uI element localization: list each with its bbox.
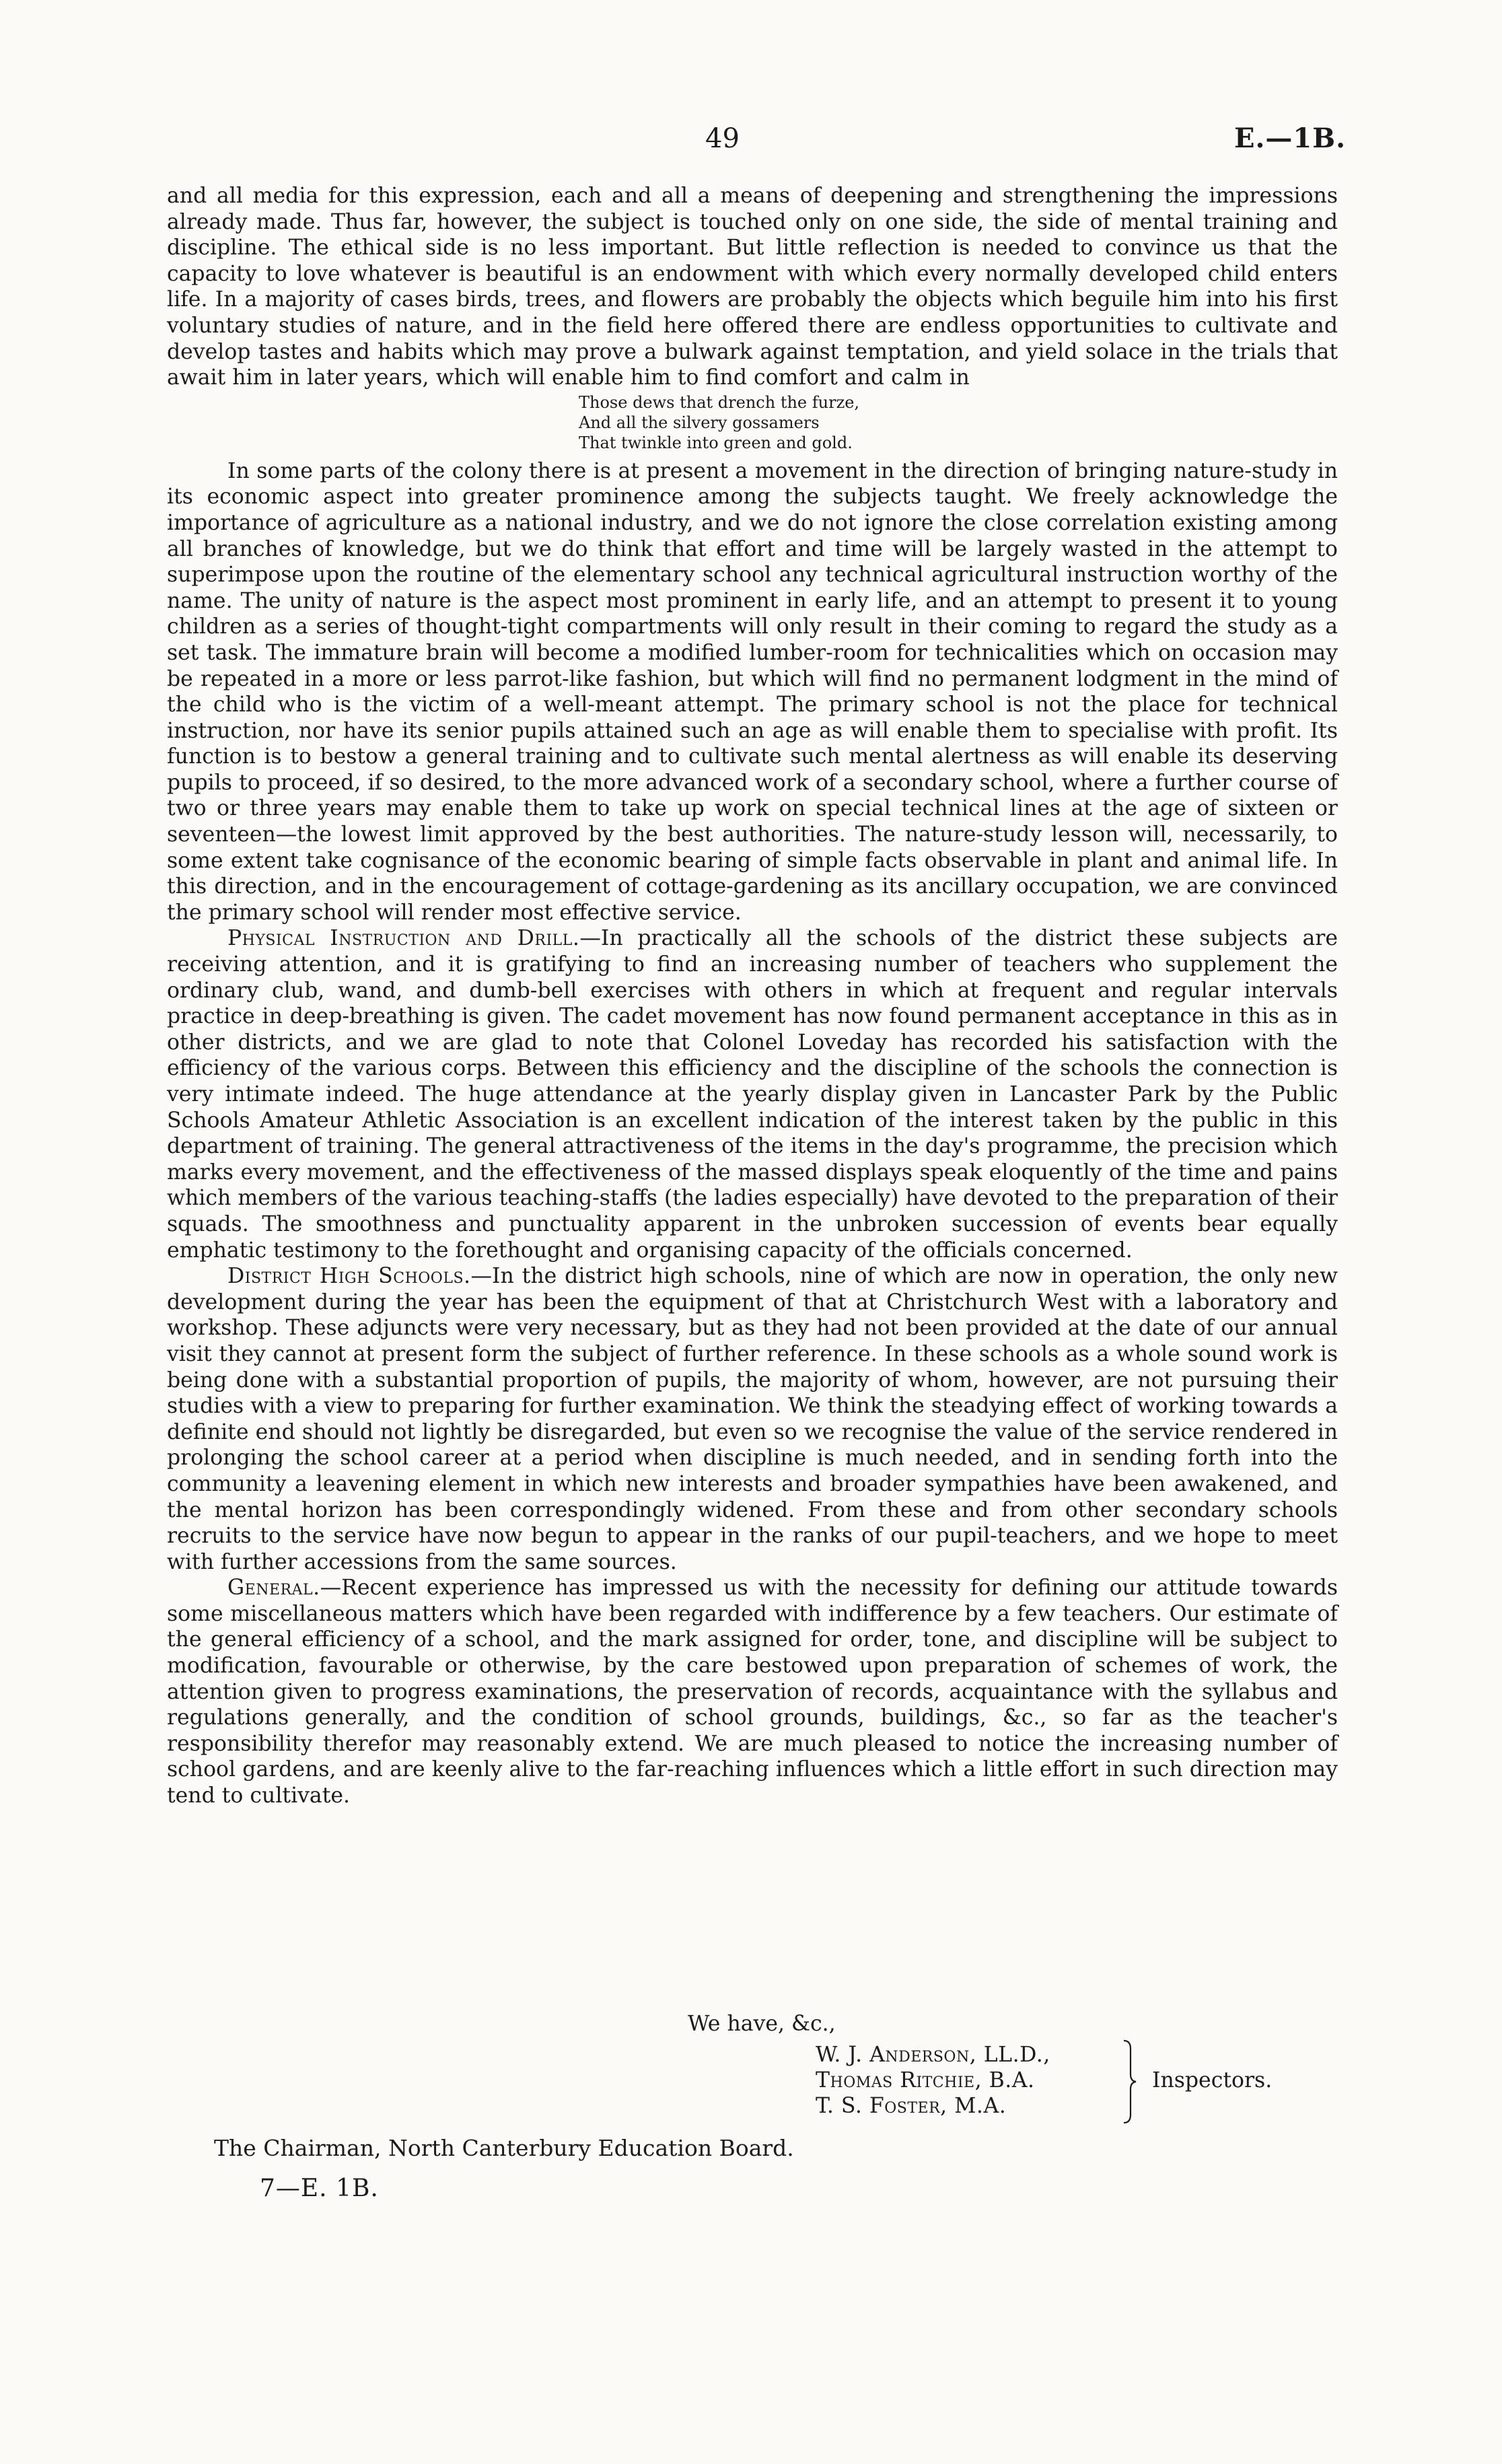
paragraph-text: —Recent experience has impressed us with the necessity for defining our attitude towards some miscellaneous matters which have been regarded with indifference by a few teachers. Our estimate of the general efficiency of a school, and the mark assigned for order, tone, and discipline will be subject to modification, favourable or otherwise, by the care bestowed upon preparation of schemes of work, the attention given to progress examinations, the preservation of records, acquaintance with the syllabus and regulations generally, and the condition of school grounds, buildings, &c., so far as the teacher's responsibility therefor may reasonably extend. We are much pleased to notice the increasing number of school gardens, and are keenly alive to the far-reaching influences which a little effort in such direction may tend to cultivate. <box>167 1576 1338 1808</box>
document-code: E.—1B. <box>1234 122 1346 154</box>
verse-line: That twinkle into green and gold. <box>579 433 853 452</box>
signatory-role: Inspectors. <box>1152 2068 1273 2092</box>
section-heading-district-high-schools: District High Schools. <box>227 1264 471 1289</box>
closing-salutation: We have, &c., <box>688 2012 836 2036</box>
paragraph-general <box>167 1575 1338 1808</box>
section-heading-physical-instruction: Physical Instruction and Drill. <box>227 926 580 951</box>
addressee: The Chairman, North Canterbury Education Board. <box>214 2135 794 2161</box>
signatory-name: Thomas Ritchie, B.A. <box>816 2068 1035 2092</box>
verse-line: And all the silvery gossamers <box>579 413 820 432</box>
signatory-name: W. J. Anderson, LL.D., <box>816 2043 1050 2067</box>
paragraph-physical-instruction <box>167 925 1338 1263</box>
page-header <box>0 118 1502 159</box>
paragraph-text: —In practically all the schools of the district these subjects are receiving attention, and it is gratifying to find an increasing number of teachers who supplement the ordinary club, wand, and dumb-bell exercises with others in which at frequent and regular intervals practice in deep-breathing is given. The cadet movement has now found permanent acceptance in this as in other districts, and we are glad to note that Colonel Loveday has recorded his satisfaction with the efficiency of the various corps. Between this efficiency and the discipline of the schools the connection is very intimate indeed. The huge attendance at the yearly display given in Lancaster Park by the Public Schools Amateur Athletic Association is an excellent indication of the interest taken by the public in this department of training. The general attractiveness of the items in the day's programme, the precision which marks every movement, and the effectiveness of the massed displays speak eloquently of the time and pains which members of the various teaching-staffs (the ladies especially) have devoted to the preparation of their squads. The smoothness and punctuality apparent in the unbroken succession of events bear equally emphatic testimony to the forethought and organising capacity of the officials concerned. <box>167 926 1338 1263</box>
report-body <box>167 183 1338 1809</box>
right-brace <box>1122 2039 1137 2124</box>
signature-block <box>816 2042 1050 2119</box>
page-number: 49 <box>705 123 740 154</box>
verse-line: Those dews that drench the furze, <box>579 392 860 412</box>
section-heading-general: General. <box>227 1576 320 1600</box>
paragraph-text: —In the district high schools, nine of which are now in operation, the only new development during the year has been the equipment of that at Christchurch West with a laboratory and workshop. These adjuncts were very necessary, but as they had not been provided at the date of our annual visit they cannot at present form the subject of further reference. In these schools as a whole sound work is being done with a substantial proportion of pupils, the majority of whom, however, are not pursuing their studies with a view to preparing for further examination. We think the steadying effect of working towards a definite end should not lightly be disregarded, but even so we recognise the value of the service rendered in prolonging the school career at a period when discipline is much needed, and in sending forth into the community a leavening element in which new interests and broader sympathies have been awakened, and the mental horizon has been correspondingly widened. From these and from other secondary schools recruits to the service have now begun to appear in the ranks of our pupil-teachers, and we hope to meet with further accessions from the same sources. <box>167 1264 1338 1574</box>
paragraph-nature-study-economic: In some parts of the colony there is at present a movement in the direction of bringing nature-study in its economic aspect into greater prominence among the subjects taught. We freely acknowledge the importance of agriculture as a national industry, and we do not ignore the close correlation existing among all branches of knowledge, but we do think that effort and time will be largely wasted in the attempt to superimpose upon the routine of the elementary school any technical agricultural instruction worthy of the name. The unity of nature is the aspect most prominent in early life, and an attempt to present it to young children as a series of thought-tight compartments will only result in their coming to regard the study as a set task. The immature brain will become a modified lumber-room for technicalities which on occasion may be repeated in a more or less parrot-like fashion, but which will find no permanent lodgment in the mind of the child who is the victim of a well-meant attempt. The primary school is not the place for technical instruction, nor have its senior pupils attained such an age as will enable them to specialise with profit. Its function is to bestow a general training and to cultivate such mental alertness as will enable its deserving pupils to proceed, if so desired, to the more advanced work of a secondary school, where a further course of two or three years may enable them to take up work on special technical lines at the age of sixteen or seventeen—the lowest limit approved by the best authorities. The nature-study lesson will, necessarily, to some extent take cognisance of the economic bearing of simple facts observable in plant and animal life. In this direction, and in the encouragement of cottage-gardening as its ancillary occupation, we are convinced the primary school will render most effective service. <box>167 458 1338 925</box>
footer-code: 7—E. 1B. <box>260 2175 379 2202</box>
paragraph-nature-study-continued: and all media for this expression, each and all a means of deepening and strengthening the impressions already made. Thus far, however, the subject is touched only on one side, the side of mental training and discipline. The ethical side is no less important. But little reflection is needed to convince us that the capacity to love whatever is beautiful is an endowment with which every normally developed child enters life. In a majority of cases birds, trees, and flowers are probably the objects which beguile him into his first voluntary studies of nature, and in the field here offered there are endless opportunities to cultivate and develop tastes and habits which may prove a bulwark against temptation, and yield solace in the trials that await him in later years, which will enable him to find comfort and calm in <box>167 184 1338 390</box>
signatory-name: T. S. Foster, M.A. <box>816 2094 1007 2118</box>
verse-quotation <box>579 392 1338 453</box>
paragraph-district-high-schools <box>167 1263 1338 1575</box>
